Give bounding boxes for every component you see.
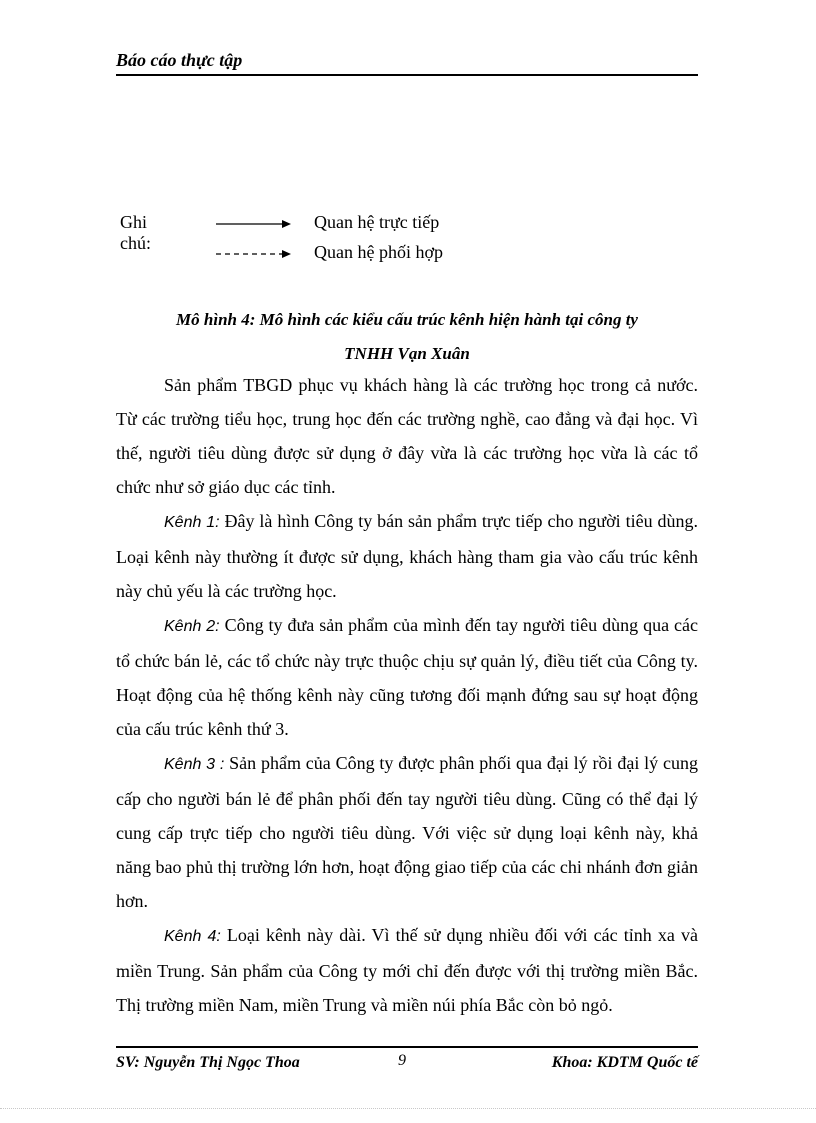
paragraph-intro: Sản phẩm TBGD phục vụ khách hàng là các trường học trong cả nước. Từ các trường tiểu học, trung học đến các trường nghề, cao đẳng và đại học. Vì thế, người tiêu dùng được sử dụng ở đây vừa là các trường học vừa là các tổ chức như sở giáo dục các tỉnh. <box>116 375 698 497</box>
dashed-arrow-icon <box>216 248 292 260</box>
paragraph-kenh-4 <box>116 918 698 1022</box>
kenh-2-label: Kênh 2: <box>164 618 220 635</box>
page-header <box>116 50 698 76</box>
kenh-1-label: Kênh 1: <box>164 514 220 531</box>
header-title: Báo cáo thực tập <box>116 50 243 70</box>
body-text <box>116 368 698 1022</box>
paragraph-kenh-3 <box>116 746 698 918</box>
legend-coordinate-text: Quan hệ phối hợp <box>314 242 443 262</box>
paragraph-kenh-2 <box>116 608 698 746</box>
page-number: 9 <box>398 1052 406 1069</box>
kenh-3-label: Kênh 3 : <box>164 756 225 773</box>
caption-line-1: Mô hình 4: Mô hình các kiểu cấu trúc kênh hiện hành tại công ty <box>176 310 638 329</box>
kenh-2-text: Công ty đưa sản phẩm của mình đến tay người tiêu dùng qua các tổ chức bán lẻ, các tổ chức này trực thuộc chịu sự quản lý, điều tiết của Công ty. Hoạt động của hệ thống kênh này cũng tương đối mạnh đứng sau sự hoạt động của cấu trúc kênh thứ 3. <box>116 615 699 739</box>
legend-direct-text: Quan hệ trực tiếp <box>314 212 440 232</box>
figure-caption <box>116 303 698 371</box>
page-footer <box>116 1046 698 1077</box>
kenh-4-text: Loại kênh này dài. Vì thế sử dụng nhiều đối với các tỉnh xa và miền Trung. Sản phẩm của Công ty mới chỉ đến được với thị trường miền Bắc. Thị trường miền Nam, miền Trung và miền núi phía Bắc còn bỏ ngỏ. <box>116 925 698 1015</box>
solid-arrow-icon <box>216 218 292 230</box>
kenh-4-label: Kênh 4: <box>164 928 221 945</box>
page-edge-divider <box>0 1108 816 1109</box>
footer-student: SV: Nguyễn Thị Ngọc Thoa <box>116 1054 300 1071</box>
footer-faculty: Khoa: KDTM Quốc tế <box>551 1054 698 1071</box>
legend-label: Ghi chú: <box>120 212 151 253</box>
caption-line-2: TNHH Vạn Xuân <box>344 344 470 363</box>
kenh-1-text: Đây là hình Công ty bán sản phẩm trực tiếp cho người tiêu dùng. Loại kênh này thường ít được sử dụng, khách hàng tham gia vào cấu trúc kênh này chủ yếu là các trường học. <box>116 511 699 601</box>
kenh-3-text: Sản phẩm của Công ty được phân phối qua đại lý rồi đại lý cung cấp cho người bán lẻ để phân phối đến tay người tiêu dùng. Cũng có thể đại lý cung cấp trực tiếp cho người tiêu dùng. Với việc sử dụng loại kênh này, khả năng bao phủ thị trường lớn hơn, hoạt động giao tiếp của các chi nhánh đơn giản hơn. <box>116 753 698 911</box>
paragraph-kenh-1 <box>116 504 698 608</box>
